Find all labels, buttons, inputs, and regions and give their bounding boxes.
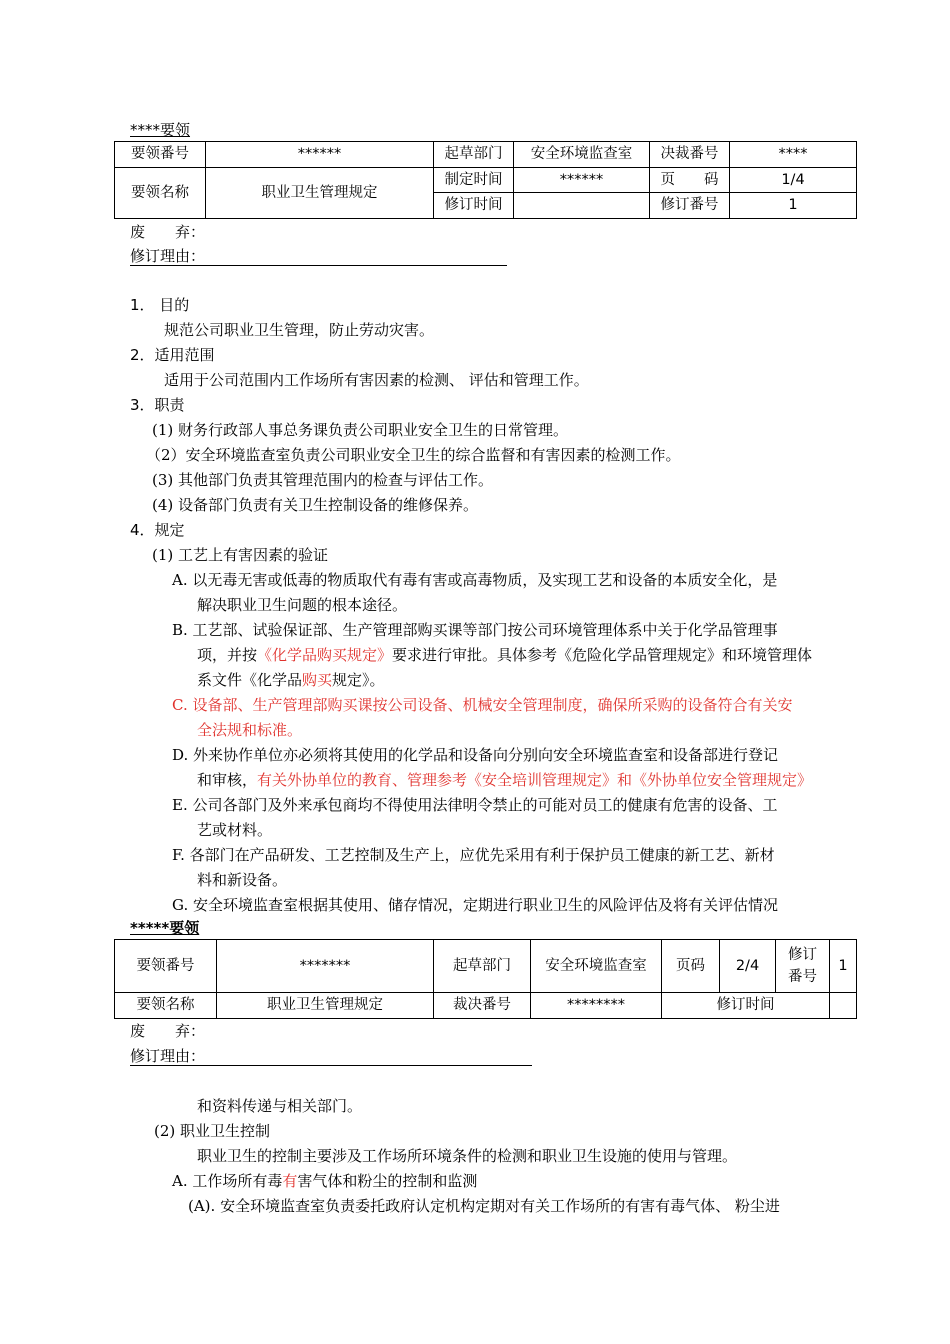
rule-2a-highlight: 有 xyxy=(282,1172,298,1190)
rule-2a-sub: (A). 安全环境监查室负责委托政府认定机构定期对有关工作场所的有害有毒气体、 粉尘进 xyxy=(188,1197,780,1215)
cell-label: 制定时间 xyxy=(434,168,514,193)
cell-label: 要领名称 xyxy=(115,168,206,219)
continued-text: 和资料传递与相关部门。 xyxy=(197,1097,363,1115)
abolish-label-2: 废 弃： xyxy=(130,1022,206,1040)
meta-table-1 xyxy=(114,141,857,219)
cell-value: ****** xyxy=(514,168,650,193)
cell-label: 页码 xyxy=(662,940,720,993)
doc-title-2: *****要领 xyxy=(130,919,200,937)
rule-b-highlight: 《化学品购买规定》 xyxy=(257,646,393,664)
revision-reason-line xyxy=(130,265,507,266)
cell-label: 页 码 xyxy=(650,168,730,193)
rule-f: F. 各部门在产品研发、工艺控制及生产上，应优先采用有利于保护员工健康的新工艺、新材 xyxy=(172,846,775,864)
abolish-label: 废 弃： xyxy=(130,223,206,241)
rule-e-cont: 艺或材料。 xyxy=(197,821,273,839)
rule-d-cont xyxy=(197,768,812,793)
cell-label: 起草部门 xyxy=(434,940,531,993)
section-heading: 1． 目的 xyxy=(130,296,190,314)
cell-label: 要领番号 xyxy=(115,940,217,993)
duty-item: (4) 设备部门负责有关卫生控制设备的维修保养。 xyxy=(152,496,479,514)
duty-item: (3) 其他部门负责其管理范围内的检查与评估工作。 xyxy=(152,471,494,489)
cell-value: **** xyxy=(730,142,857,168)
cell-value xyxy=(514,193,650,219)
rule-b: B. 工艺部、试验保证部、生产管理部购买课等部门按公司环境管理体系中关于化学品管理事 xyxy=(172,621,778,639)
cell-label: 修订时间 xyxy=(434,193,514,219)
cell-value: 职业卫生管理规定 xyxy=(217,993,434,1019)
section-heading: 4．规定 xyxy=(130,521,185,539)
cell-label: 修订番号 xyxy=(776,940,830,993)
rule-d: D. 外来协作单位亦必须将其使用的化学品和设备向分别向安全环境监查室和设备部进行登记 xyxy=(172,746,779,764)
cell-label: 起草部门 xyxy=(434,142,514,168)
cell-value: ****** xyxy=(206,142,434,168)
rule-2a xyxy=(172,1169,477,1194)
cell-label: 要领番号 xyxy=(115,142,206,168)
rule-b-text: 项，并按 xyxy=(197,646,258,664)
rule-b-cont xyxy=(197,643,812,668)
cell-value: 职业卫生管理规定 xyxy=(206,168,434,219)
cell-label: 修订番号 xyxy=(650,193,730,219)
rule-b-text: 要求进行审批。具体参考《危险化学品管理规定》和环境管理体 xyxy=(392,646,813,664)
cell-value: 1/4 xyxy=(730,168,857,193)
rule-2a-text: A. 工作场所有毒 xyxy=(172,1172,283,1190)
subsection-heading: (1) 工艺上有害因素的验证 xyxy=(152,546,329,564)
cell-value: 2/4 xyxy=(720,940,776,993)
cell-label: 要领名称 xyxy=(115,993,217,1019)
doc-title: ****要领 xyxy=(130,121,191,139)
rule-g: G. 安全环境监查室根据其使用、储存情况，定期进行职业卫生的风险评估及将有关评估情况 xyxy=(172,896,778,914)
rule-b-cont2 xyxy=(197,668,385,693)
section-text: 规范公司职业卫生管理，防止劳动灾害。 xyxy=(164,321,435,339)
rule-d-highlight: 有关外协单位的教育、管理参考《安全培训管理规定》和《外协单位安全管理规定》 xyxy=(257,771,813,789)
cell-value: 1 xyxy=(730,193,857,219)
cell-label: 修订时间 xyxy=(662,993,830,1019)
duty-item: (1) 财务行政部人事总务课负责公司职业安全卫生的日常管理。 xyxy=(152,421,569,439)
rule-e: E. 公司各部门及外来承包商均不得使用法律明令禁止的可能对员工的健康有危害的设备、工 xyxy=(172,796,778,814)
subsection-heading-2: (2) 职业卫生控制 xyxy=(154,1122,271,1140)
rule-f-cont: 料和新设备。 xyxy=(197,871,288,889)
revision-reason-label: 修订理由： xyxy=(130,247,206,265)
rule-b-text: 系文件《化学品 xyxy=(197,671,303,689)
revision-reason-line-2 xyxy=(130,1065,532,1066)
cell-label: 决裁番号 xyxy=(650,142,730,168)
subsection-text: 职业卫生的控制主要涉及工作场所环境条件的检测和职业卫生设施的使用与管理。 xyxy=(197,1147,738,1165)
rule-d-text: 和审核， xyxy=(197,771,258,789)
meta-table-2 xyxy=(114,939,857,1019)
rule-c-cont: 全法规和标准。 xyxy=(197,721,303,739)
cell-value: ******** xyxy=(531,993,662,1019)
cell-value: ******* xyxy=(217,940,434,993)
cell-value: 1 xyxy=(830,940,857,993)
rule-b-text: 规定》。 xyxy=(332,671,385,689)
rule-2a-text: 害气体和粉尘的控制和监测 xyxy=(297,1172,478,1190)
rule-a: A. 以无毒无害或低毒的物质取代有毒有害或高毒物质，及实现工艺和设备的本质安全化，是 xyxy=(172,571,778,589)
section-heading: 2．适用范围 xyxy=(130,346,215,364)
rule-c: C. 设备部、生产管理部购买课按公司设备、机械安全管理制度，确保所采购的设备符合有关安 xyxy=(172,696,793,714)
rule-a-cont: 解决职业卫生问题的根本途径。 xyxy=(197,596,408,614)
duty-item: （2）安全环境监查室负责公司职业安全卫生的综合监督和有害因素的检测工作。 xyxy=(146,446,681,464)
section-text: 适用于公司范围内工作场所有害因素的检测、 评估和管理工作。 xyxy=(164,371,589,389)
cell-value xyxy=(830,993,857,1019)
cell-label: 裁决番号 xyxy=(434,993,531,1019)
revision-reason-label-2: 修订理由： xyxy=(130,1047,206,1065)
cell-value: 安全环境监查室 xyxy=(531,940,662,993)
section-heading: 3．职责 xyxy=(130,396,185,414)
cell-value: 安全环境监查室 xyxy=(514,142,650,168)
rule-b-highlight: 购买 xyxy=(302,671,333,689)
